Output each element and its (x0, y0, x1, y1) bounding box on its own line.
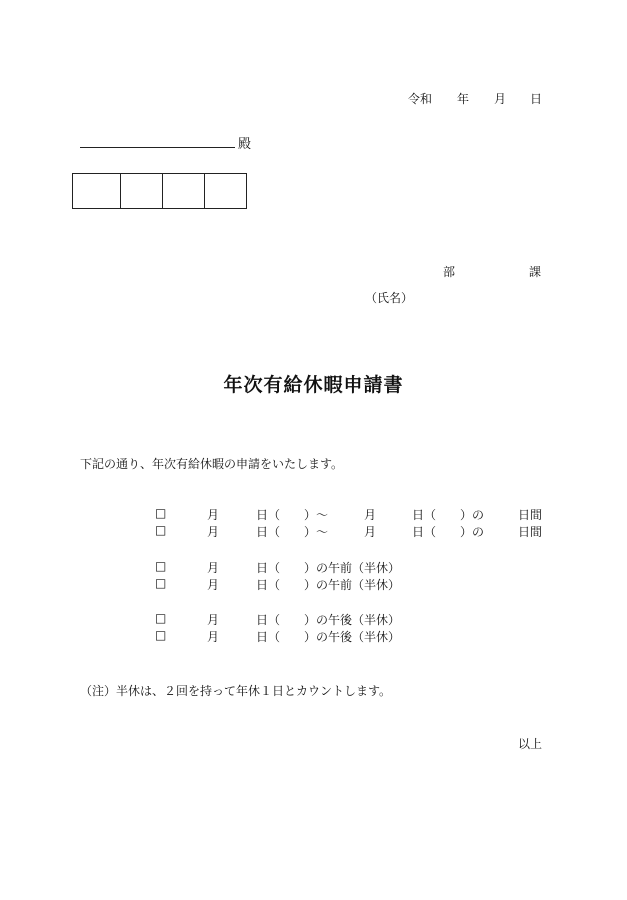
day-weekday-pm: 日（ ）の午後（半休） (256, 630, 401, 644)
afternoon-halfday-row (0, 611, 627, 627)
morning-halfday-row (0, 559, 627, 575)
month-unit: 月 (207, 578, 220, 592)
department-label: 部 (443, 265, 456, 279)
approval-stamp-boxes (72, 173, 247, 209)
addressee-suffix: 殿 (238, 137, 252, 152)
checkbox[interactable]: □ (155, 628, 167, 642)
checkbox[interactable]: □ (155, 576, 167, 590)
morning-halfday-row (0, 576, 627, 592)
days-unit: 日間 (518, 508, 543, 522)
month-label: 月 (494, 92, 507, 106)
closing-text: 以上 (518, 737, 543, 751)
month-unit: 月 (207, 525, 220, 539)
date-line (0, 90, 627, 106)
checkbox[interactable]: □ (155, 559, 167, 573)
full-day-row (0, 523, 627, 539)
day-label: 日 (530, 92, 543, 106)
month-unit: 月 (207, 561, 220, 575)
document-title: 年次有給休暇申請書 (223, 374, 404, 396)
era-label: 令和 (408, 92, 433, 106)
day-weekday-am: 日（ ）の午前（半休） (256, 578, 401, 592)
note-text: （注）半休は、２回を持って年休１日とカウントします。 (80, 684, 392, 698)
month-unit: 月 (364, 508, 377, 522)
day-weekday-pm: 日（ ）の午後（半休） (256, 613, 401, 627)
name-label: （氏名） (365, 291, 414, 305)
stamp-box[interactable] (205, 174, 246, 208)
day-weekday-to: 日（ ）の (412, 508, 485, 522)
checkbox[interactable]: □ (155, 611, 167, 625)
section-label: 課 (529, 265, 542, 279)
intro-text: 下記の通り、年次有給休暇の申請をいたします。 (80, 457, 344, 471)
month-unit: 月 (207, 613, 220, 627)
month-unit: 月 (364, 525, 377, 539)
stamp-box[interactable] (73, 174, 121, 208)
checkbox[interactable]: □ (155, 506, 167, 520)
day-weekday-from: 日（ ）～ (256, 525, 329, 539)
month-unit: 月 (207, 630, 220, 644)
stamp-box[interactable] (163, 174, 205, 208)
afternoon-halfday-row (0, 628, 627, 644)
day-weekday-from: 日（ ）～ (256, 508, 329, 522)
stamp-box[interactable] (121, 174, 163, 208)
addressee-underline[interactable] (80, 147, 235, 148)
full-day-row (0, 506, 627, 522)
year-label: 年 (457, 92, 470, 106)
checkbox[interactable]: □ (155, 523, 167, 537)
day-weekday-am: 日（ ）の午前（半休） (256, 561, 401, 575)
days-unit: 日間 (518, 525, 543, 539)
month-unit: 月 (207, 508, 220, 522)
day-weekday-to: 日（ ）の (412, 525, 485, 539)
